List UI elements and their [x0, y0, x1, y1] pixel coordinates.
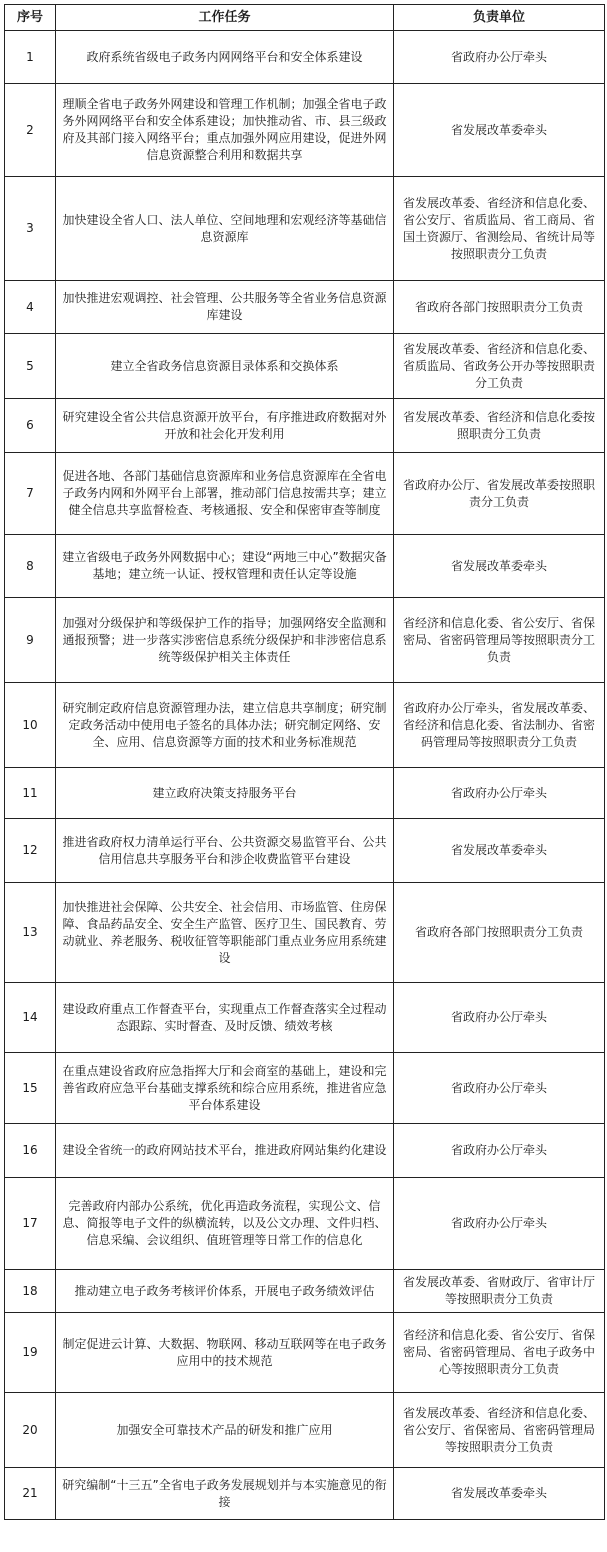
cell-task: 建设政府重点工作督查平台，实现重点工作督查落实全过程动态跟踪、实时督查、及时反馈、绩效考核: [56, 983, 394, 1053]
cell-unit: 省发展改革委牵头: [394, 84, 605, 177]
table-header-row: [5, 5, 605, 31]
cell-task: 研究编制“十三五”全省电子政务发展规划并与本实施意见的衔接: [56, 1468, 394, 1520]
cell-task: 促进各地、各部门基础信息资源库和业务信息资源库在全省电子政务内网和外网平台上部署，推动部门信息按需共享；建立健全信息共享监督检查、考核通报、安全和保密审查等制度: [56, 453, 394, 535]
cell-task: 加快推进宏观调控、社会管理、公共服务等全省业务信息资源库建设: [56, 281, 394, 334]
table-row: [5, 177, 605, 281]
cell-unit: 省政府办公厅牵头: [394, 31, 605, 84]
cell-task: 政府系统省级电子政务内网网络平台和安全体系建设: [56, 31, 394, 84]
header-unit: 负责单位: [394, 5, 605, 31]
header-task: 工作任务: [56, 5, 394, 31]
cell-unit: 省发展改革委牵头: [394, 819, 605, 883]
cell-task: 建立全省政务信息资源目录体系和交换体系: [56, 334, 394, 399]
cell-no: 4: [5, 281, 56, 334]
cell-unit: 省发展改革委、省经济和信息化委按照职责分工负责: [394, 399, 605, 453]
table-row: [5, 334, 605, 399]
cell-unit: 省经济和信息化委、省公安厅、省保密局、省密码管理局、省电子政务中心等按照职责分工负责: [394, 1313, 605, 1393]
table-row: [5, 1393, 605, 1468]
cell-task: 加快推进社会保障、公共安全、社会信用、市场监管、住房保障、食品药品安全、安全生产监管、医疗卫生、国民教育、劳动就业、养老服务、税收征管等职能部门重点业务应用系统建设: [56, 883, 394, 983]
cell-no: 6: [5, 399, 56, 453]
cell-unit: 省发展改革委、省经济和信息化委、省公安厅、省保密局、省密码管理局等按照职责分工负责: [394, 1393, 605, 1468]
cell-no: 9: [5, 598, 56, 683]
cell-no: 20: [5, 1393, 56, 1468]
cell-unit: 省发展改革委、省财政厅、省审计厅等按照职责分工负责: [394, 1270, 605, 1313]
table-row: [5, 1313, 605, 1393]
cell-task: 推动建立电子政务考核评价体系，开展电子政务绩效评估: [56, 1270, 394, 1313]
cell-unit: 省政府各部门按照职责分工负责: [394, 883, 605, 983]
cell-task: 建立政府决策支持服务平台: [56, 768, 394, 819]
table-row: [5, 768, 605, 819]
cell-unit: 省政府办公厅牵头: [394, 1178, 605, 1270]
table-row: [5, 535, 605, 598]
table-row: [5, 1124, 605, 1178]
table-row: [5, 84, 605, 177]
cell-unit: 省发展改革委牵头: [394, 1468, 605, 1520]
cell-unit: 省政府办公厅牵头，省发展改革委、省经济和信息化委、省法制办、省密码管理局等按照职责分工负责: [394, 683, 605, 768]
cell-no: 3: [5, 177, 56, 281]
cell-no: 1: [5, 31, 56, 84]
cell-no: 5: [5, 334, 56, 399]
cell-no: 13: [5, 883, 56, 983]
table-body: [5, 31, 605, 1520]
cell-unit: 省发展改革委牵头: [394, 535, 605, 598]
cell-task: 理顺全省电子政务外网建设和管理工作机制；加强全省电子政务外网网络平台和安全体系建设；加快推动省、市、县三级政府及其部门接入网络平台；重点加强外网应用建设，促进外网信息资源整合利用和数据共享: [56, 84, 394, 177]
cell-task: 完善政府内部办公系统，优化再造政务流程，实现公文、信息、简报等电子文件的纵横流转，以及公文办理、文件归档、信息采编、会议组织、值班管理等日常工作的信息化: [56, 1178, 394, 1270]
table-row: [5, 598, 605, 683]
cell-no: 18: [5, 1270, 56, 1313]
cell-unit: 省政府各部门按照职责分工负责: [394, 281, 605, 334]
cell-no: 11: [5, 768, 56, 819]
cell-no: 8: [5, 535, 56, 598]
cell-no: 17: [5, 1178, 56, 1270]
header-no: 序号: [5, 5, 56, 31]
cell-task: 加强安全可靠技术产品的研发和推广应用: [56, 1393, 394, 1468]
cell-task: 加快建设全省人口、法人单位、空间地理和宏观经济等基础信息资源库: [56, 177, 394, 281]
cell-unit: 省政府办公厅牵头: [394, 1053, 605, 1124]
table-row: [5, 31, 605, 84]
table-row: [5, 983, 605, 1053]
cell-unit: 省政府办公厅牵头: [394, 983, 605, 1053]
cell-unit: 省发展改革委、省经济和信息化委、省质监局、省政务公开办等按照职责分工负责: [394, 334, 605, 399]
cell-no: 2: [5, 84, 56, 177]
cell-unit: 省政府办公厅、省发展改革委按照职责分工负责: [394, 453, 605, 535]
task-table: [4, 4, 605, 1520]
cell-task: 建立省级电子政务外网数据中心；建设“两地三中心”数据灾备基地；建立统一认证、授权管理和责任认定等设施: [56, 535, 394, 598]
cell-no: 12: [5, 819, 56, 883]
table-row: [5, 281, 605, 334]
table-row: [5, 883, 605, 983]
table-row: [5, 1178, 605, 1270]
cell-task: 研究制定政府信息资源管理办法，建立信息共享制度；研究制定政务活动中使用电子签名的具体办法；研究制定网络、安全、应用、信息资源等方面的技术和业务标准规范: [56, 683, 394, 768]
cell-unit: 省经济和信息化委、省公安厅、省保密局、省密码管理局等按照职责分工负责: [394, 598, 605, 683]
cell-unit: 省发展改革委、省经济和信息化委、省公安厅、省质监局、省工商局、省国土资源厅、省测绘局、省统计局等按照职责分工负责: [394, 177, 605, 281]
table-row: [5, 819, 605, 883]
table-row: [5, 399, 605, 453]
cell-no: 7: [5, 453, 56, 535]
cell-task: 制定促进云计算、大数据、物联网、移动互联网等在电子政务应用中的技术规范: [56, 1313, 394, 1393]
cell-task: 研究建设全省公共信息资源开放平台，有序推进政府数据对外开放和社会化开发利用: [56, 399, 394, 453]
table-row: [5, 1468, 605, 1520]
cell-task: 在重点建设省政府应急指挥大厅和会商室的基础上，建设和完善省政府应急平台基础支撑系统和综合应用系统，推进省应急平台体系建设: [56, 1053, 394, 1124]
table-row: [5, 1053, 605, 1124]
table-row: [5, 683, 605, 768]
cell-no: 16: [5, 1124, 56, 1178]
cell-task: 建设全省统一的政府网站技术平台，推进政府网站集约化建设: [56, 1124, 394, 1178]
cell-no: 14: [5, 983, 56, 1053]
table-row: [5, 453, 605, 535]
cell-no: 21: [5, 1468, 56, 1520]
cell-task: 推进省政府权力清单运行平台、公共资源交易监管平台、公共信用信息共享服务平台和涉企收费监管平台建设: [56, 819, 394, 883]
cell-unit: 省政府办公厅牵头: [394, 1124, 605, 1178]
table-row: [5, 1270, 605, 1313]
cell-no: 15: [5, 1053, 56, 1124]
cell-unit: 省政府办公厅牵头: [394, 768, 605, 819]
cell-no: 19: [5, 1313, 56, 1393]
cell-task: 加强对分级保护和等级保护工作的指导；加强网络安全监测和通报预警；进一步落实涉密信息系统分级保护和非涉密信息系统等级保护相关主体责任: [56, 598, 394, 683]
cell-no: 10: [5, 683, 56, 768]
